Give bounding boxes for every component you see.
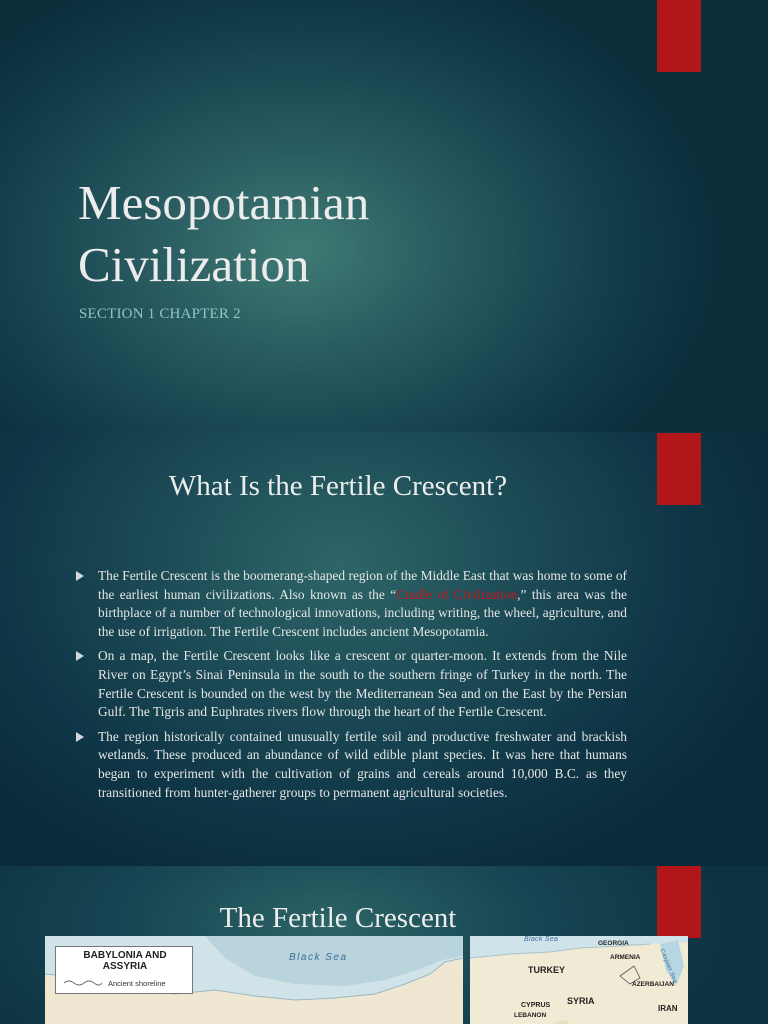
map-slide bbox=[0, 866, 768, 1024]
title-line-2: Civilization bbox=[78, 237, 310, 292]
triangle-bullet-icon bbox=[76, 732, 84, 742]
bullet-item: The Fertile Crescent is the boomerang-shaped region of the Middle East that was home to some of the earliest human civilizations. Also known as the “Cradle of Civilization,” this area was the birthplace of a number of technological innovations, including writing, the wheel, agriculture, and the use of irrigation. The Fertile Crescent includes ancient Mesopotamia. bbox=[76, 567, 627, 641]
country-label-lebanon: LEBANON bbox=[514, 1012, 547, 1019]
highlighted-phrase: Cradle of Civilization bbox=[396, 586, 518, 602]
country-label-azerbaijan: AZERBAIJAN bbox=[632, 981, 674, 988]
triangle-bullet-icon bbox=[76, 571, 84, 581]
country-label-georgia: GEORGIA bbox=[598, 940, 629, 947]
slide-title: What Is the Fertile Crescent? bbox=[168, 470, 508, 502]
country-label-turkey: TURKEY bbox=[528, 965, 566, 975]
babylonia-assyria-map bbox=[45, 936, 463, 1024]
sea-label: Black Sea bbox=[524, 936, 559, 943]
modern-region-map bbox=[470, 936, 688, 1024]
country-label-cyprus: CYPRUS bbox=[521, 1002, 551, 1009]
map-landmass bbox=[470, 936, 688, 1024]
country-label-syria: SYRIA bbox=[567, 996, 595, 1006]
sea-label: Caspian Sea bbox=[658, 948, 678, 985]
country-label-iran: IRAN bbox=[658, 1004, 678, 1013]
slide-title: The Fertile Crescent bbox=[219, 902, 457, 934]
bullet-list bbox=[76, 567, 627, 808]
map-legend bbox=[55, 946, 193, 994]
triangle-bullet-icon bbox=[76, 651, 84, 661]
slide-subtitle: SECTION 1 CHAPTER 2 bbox=[79, 306, 241, 322]
content-slide bbox=[0, 432, 768, 866]
title-line-1: Mesopotamian bbox=[78, 175, 370, 230]
legend-title: BABYLONIA AND ASSYRIA bbox=[83, 950, 167, 972]
title-slide bbox=[0, 0, 768, 432]
country-label-armenia: ARMENIA bbox=[610, 954, 641, 961]
sea-label: Black Sea bbox=[289, 952, 348, 963]
slide-title bbox=[78, 172, 369, 296]
bullet-item: On a map, the Fertile Crescent looks like a crescent or quarter-moon. It extends from the Nile River on Egypt’s Sinai Peninsula in the south to the southern fringe of Turkey in the north. The Fertile Crescent is bounded on the west by the Mediterranean Sea and on the East by the Persian Gulf. The Tigris and Euphrates rivers flow through the heart of the Fertile Crescent. bbox=[76, 647, 627, 721]
shoreline-swatch-icon bbox=[64, 979, 102, 987]
bullet-item: The region historically contained unusually fertile soil and productive freshwater and brackish wetlands. These produced an abundance of wild edible plant species. It was here that humans began to experiment with the cultivation of grains and cereals around 10,000 B.C. as they transitioned from hunter-gatherer groups to permanent agricultural societies. bbox=[76, 728, 627, 802]
legend-note: Ancient shoreline bbox=[108, 979, 166, 988]
accent-tab bbox=[657, 0, 701, 72]
